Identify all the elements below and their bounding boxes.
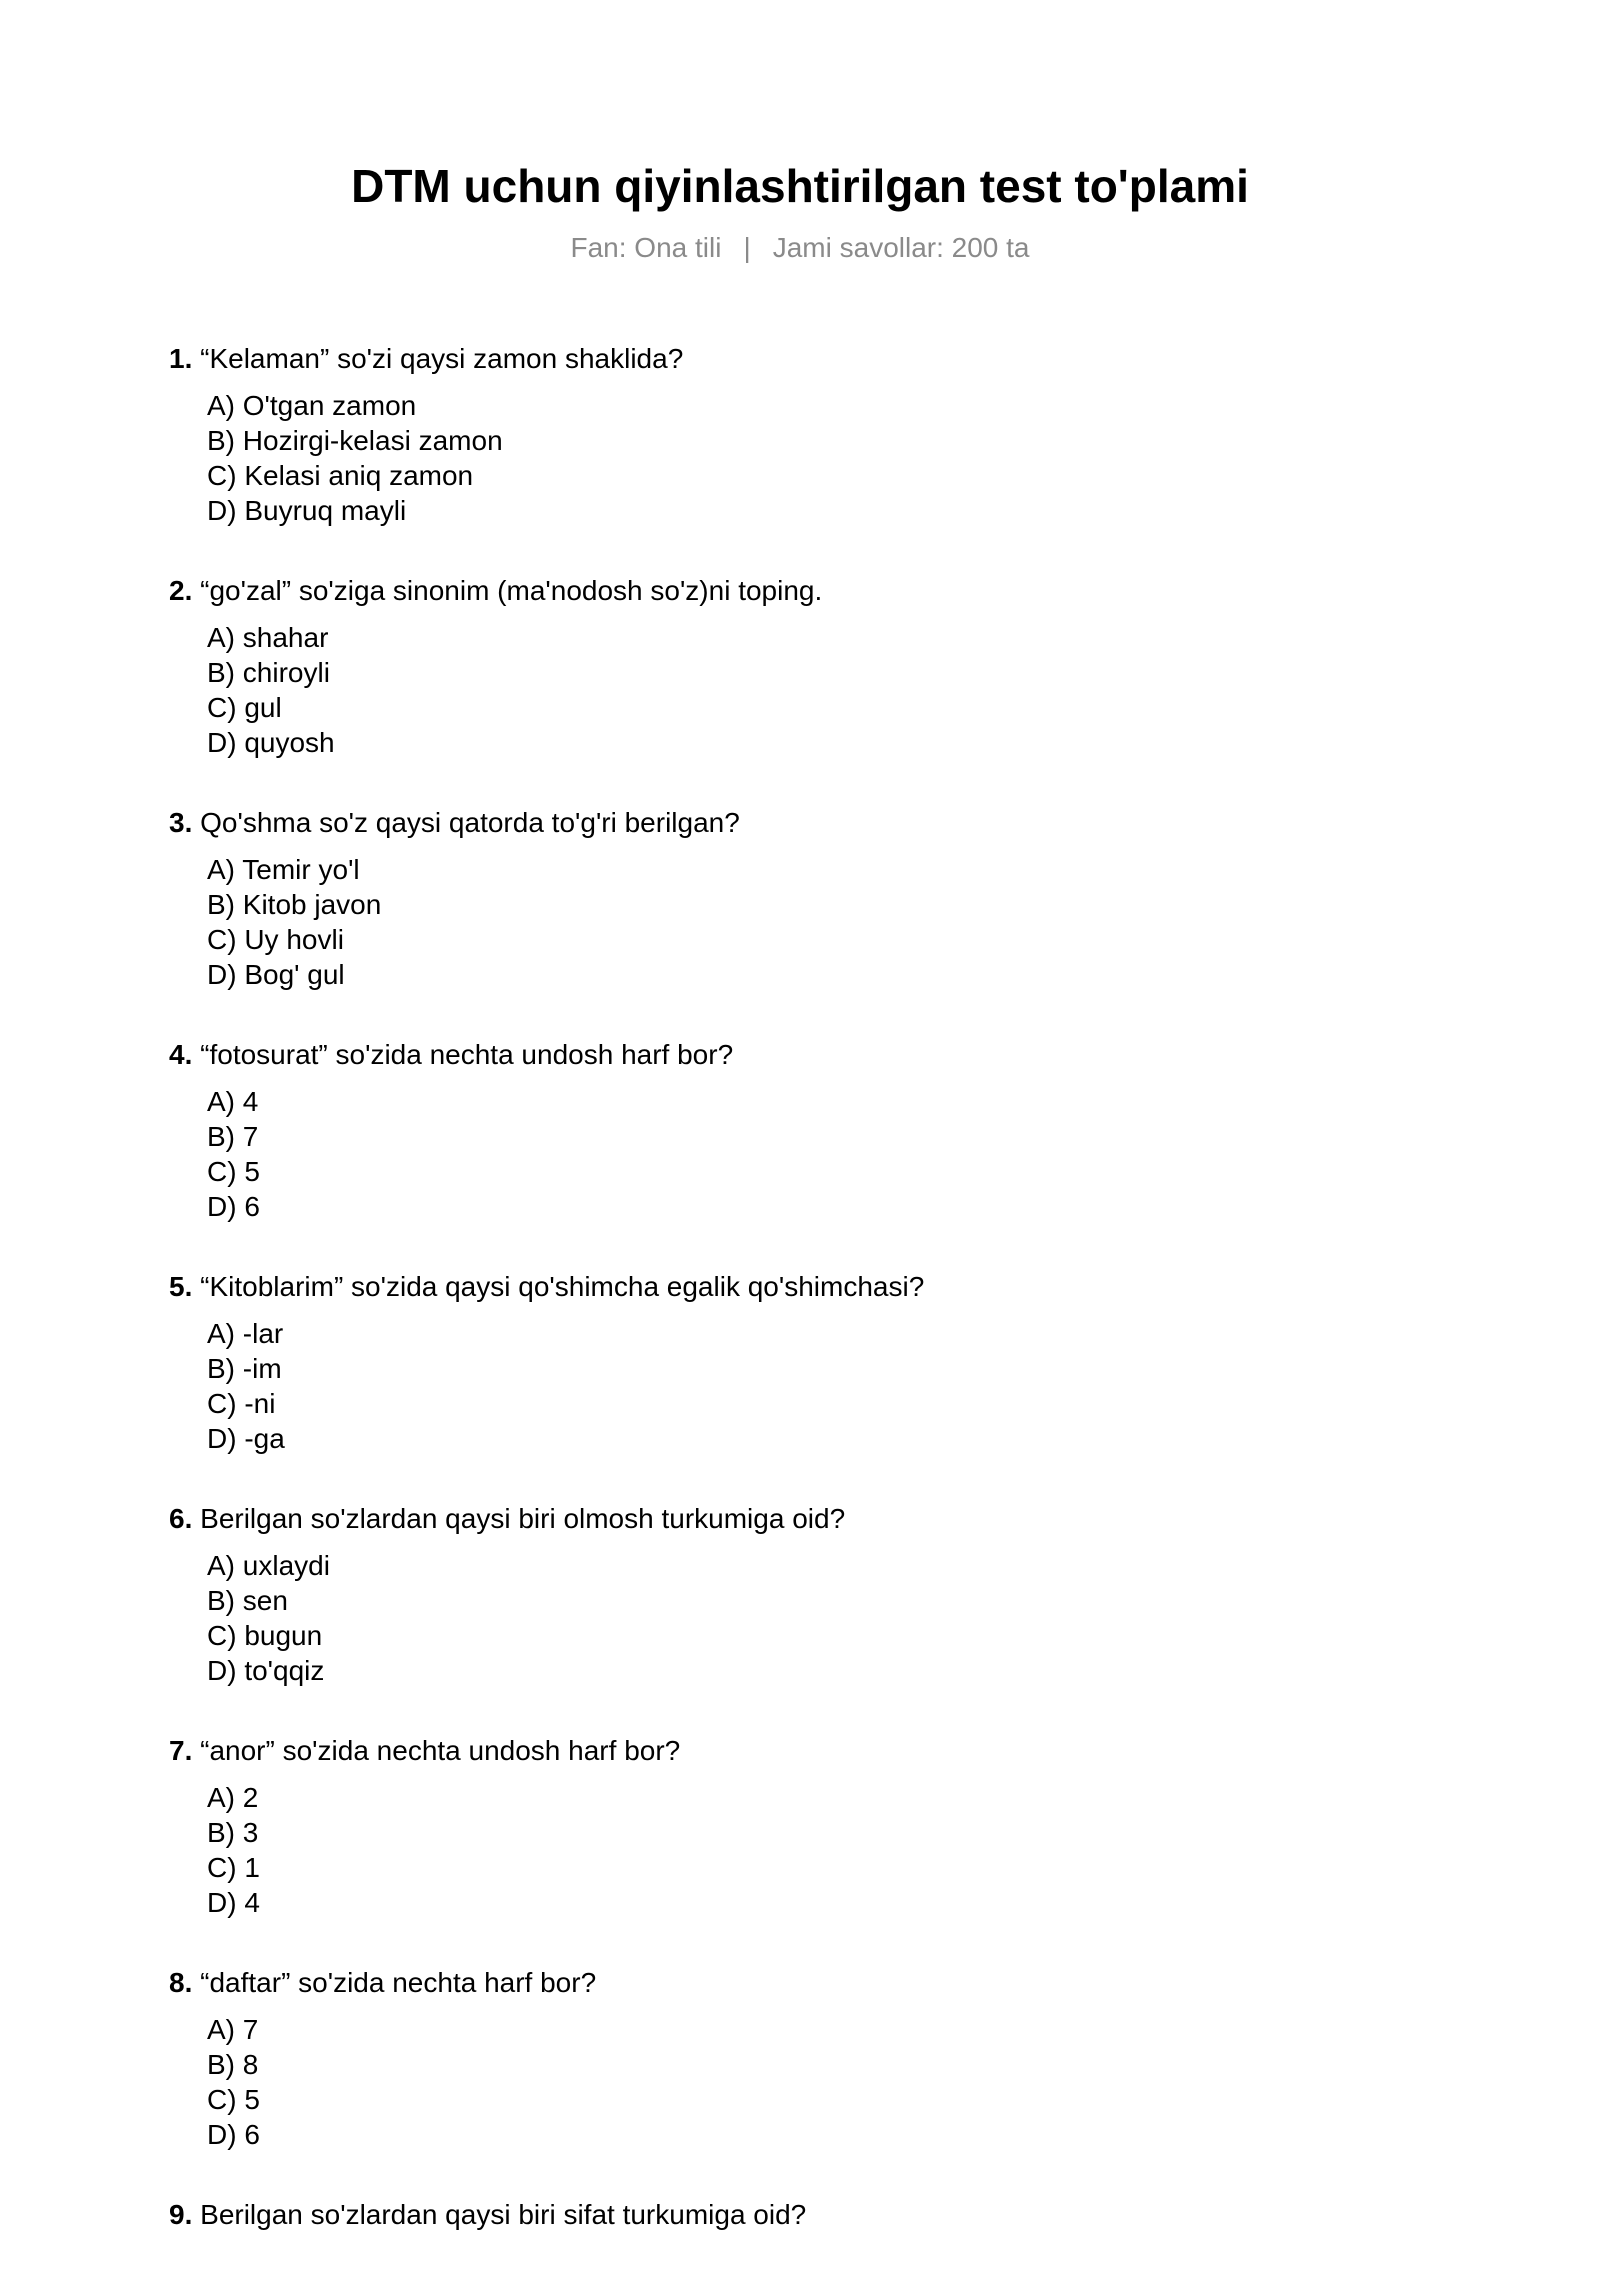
answer-option: D) 4	[207, 1887, 260, 1918]
answer-option: C) -ni	[207, 1388, 276, 1419]
question-number: 7.	[169, 1735, 193, 1766]
answer-option: C) bugun	[207, 1620, 323, 1651]
answer-option: D) Bog' gul	[207, 959, 345, 990]
question-text	[169, 1270, 1469, 1304]
answer-options	[169, 852, 1469, 992]
document-title: DTM uchun qiyinlashtirilgan test to'plami	[351, 160, 1249, 212]
question-item	[169, 1502, 1469, 1688]
answer-options	[169, 1780, 1469, 1920]
question-text	[169, 806, 1469, 840]
answer-option: D) to'qqiz	[207, 1655, 325, 1686]
question-item	[169, 342, 1469, 528]
question-number: 3.	[169, 807, 193, 838]
answer-option: C) 5	[207, 1156, 260, 1187]
answer-option: C) 1	[207, 1852, 260, 1883]
answer-option: D) Buyruq mayli	[207, 495, 407, 526]
question-prompt: Berilgan so'zlardan qaysi biri olmosh turkumiga oid?	[200, 1503, 846, 1534]
question-prompt: “fotosurat” so'zida nechta undosh harf bor?	[200, 1039, 734, 1070]
question-text	[169, 574, 1469, 608]
answer-option: A) O'tgan zamon	[207, 390, 417, 421]
question-prompt: Qo'shma so'z qaysi qatorda to'g'ri berilgan?	[200, 807, 740, 838]
total-questions-label: Jami savollar: 200 ta	[772, 232, 1030, 263]
question-number: 8.	[169, 1967, 193, 1998]
question-number: 1.	[169, 343, 193, 374]
answer-options	[169, 2012, 1469, 2152]
answer-option: D) quyosh	[207, 727, 335, 758]
answer-option: B) -im	[207, 1353, 282, 1384]
document-subtitle	[0, 230, 1600, 266]
question-number: 9.	[169, 2199, 193, 2230]
answer-options	[169, 1316, 1469, 1456]
question-number: 6.	[169, 1503, 193, 1534]
answer-option: B) Hozirgi-kelasi zamon	[207, 425, 503, 456]
answer-option: B) chiroyli	[207, 657, 330, 688]
question-text	[169, 1734, 1469, 1768]
question-prompt: “Kelaman” so'zi qaysi zamon shaklida?	[200, 343, 684, 374]
question-item	[169, 1038, 1469, 1224]
question-prompt: Berilgan so'zlardan qaysi biri sifat turkumiga oid?	[200, 2199, 807, 2230]
question-item	[169, 2198, 1469, 2232]
question-number: 5.	[169, 1271, 193, 1302]
question-prompt: “daftar” so'zida nechta harf bor?	[200, 1967, 597, 1998]
subject-label: Fan: Ona tili	[570, 232, 722, 263]
answer-option: D) 6	[207, 2119, 260, 2150]
answer-option: A) shahar	[207, 622, 329, 653]
question-text	[169, 342, 1469, 376]
question-text	[169, 1966, 1469, 2000]
question-number: 2.	[169, 575, 193, 606]
question-prompt: “anor” so'zida nechta undosh harf bor?	[200, 1735, 681, 1766]
answer-option: C) 5	[207, 2084, 260, 2115]
answer-option: B) 8	[207, 2049, 259, 2080]
question-item	[169, 1966, 1469, 2152]
answer-option: A) uxlaydi	[207, 1550, 330, 1581]
subtitle-separator: |	[743, 232, 751, 263]
question-text	[169, 1038, 1469, 1072]
question-number: 4.	[169, 1039, 193, 1070]
question-prompt: “Kitoblarim” so'zida qaysi qo'shimcha egalik qo'shimchasi?	[200, 1271, 925, 1302]
answer-option: C) Uy hovli	[207, 924, 344, 955]
answer-option: B) 3	[207, 1817, 259, 1848]
answer-options	[169, 1084, 1469, 1224]
question-item	[169, 1270, 1469, 1456]
answer-option: A) -lar	[207, 1318, 284, 1349]
question-item	[169, 574, 1469, 760]
answer-options	[169, 388, 1469, 528]
answer-options	[169, 620, 1469, 760]
question-text	[169, 1502, 1469, 1536]
question-text	[169, 2198, 1469, 2232]
question-prompt: “go'zal” so'ziga sinonim (ma'nodosh so'z)ni toping.	[200, 575, 823, 606]
answer-option: C) Kelasi aniq zamon	[207, 460, 474, 491]
answer-option: A) 7	[207, 2014, 259, 2045]
question-list	[169, 342, 1469, 2278]
answer-option: A) 2	[207, 1782, 259, 1813]
question-item	[169, 1734, 1469, 1920]
answer-option: B) Kitob javon	[207, 889, 382, 920]
answer-options	[169, 1548, 1469, 1688]
answer-option: B) sen	[207, 1585, 288, 1616]
answer-option: A) Temir yo'l	[207, 854, 360, 885]
answer-option: C) gul	[207, 692, 282, 723]
question-item	[169, 806, 1469, 992]
answer-option: A) 4	[207, 1086, 259, 1117]
answer-option: D) -ga	[207, 1423, 285, 1454]
answer-option: B) 7	[207, 1121, 259, 1152]
answer-option: D) 6	[207, 1191, 260, 1222]
